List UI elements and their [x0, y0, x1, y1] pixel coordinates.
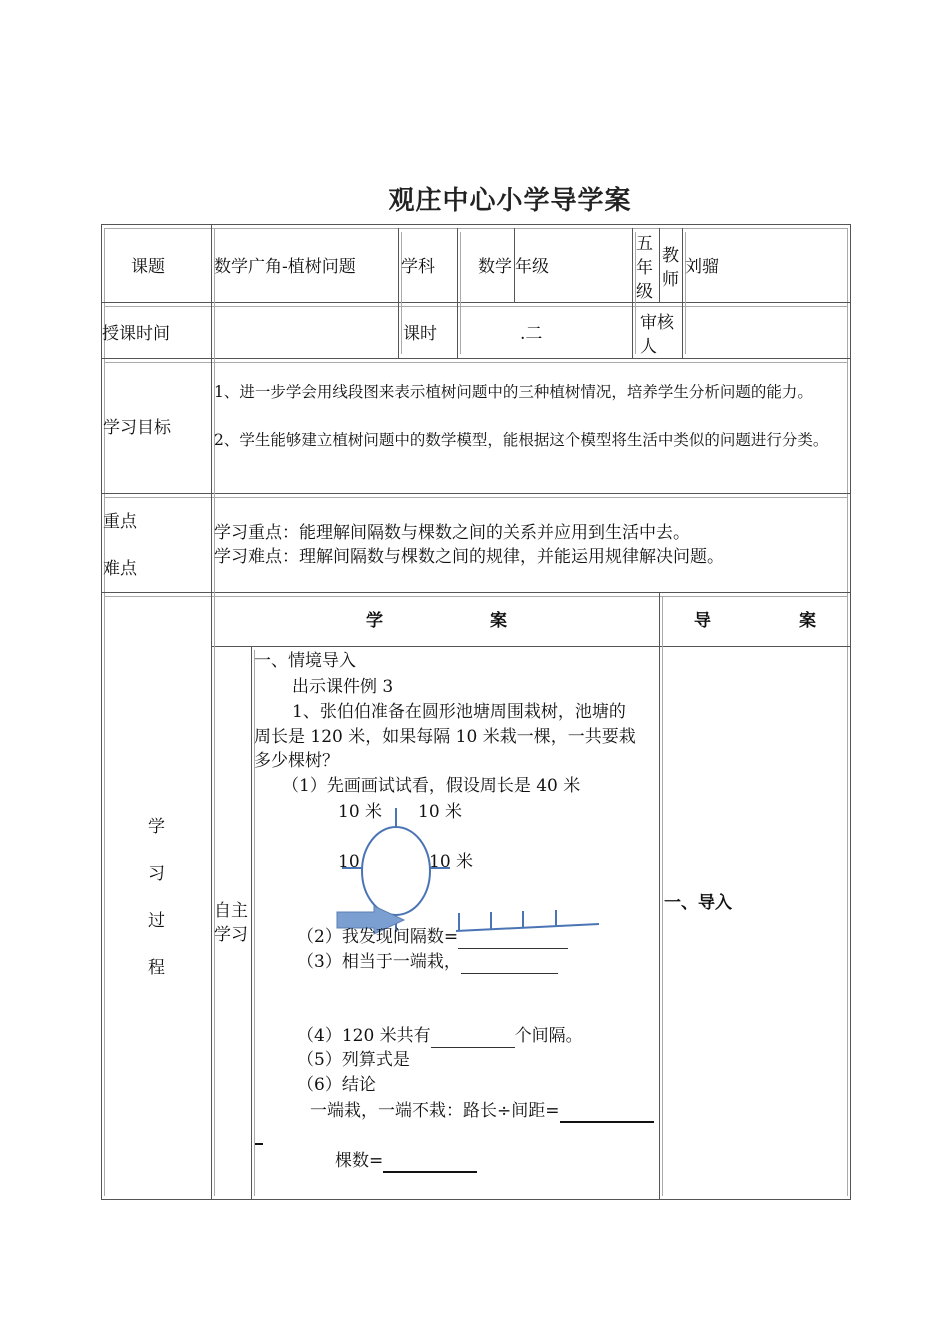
topic-label: 课题: [131, 257, 165, 277]
dao-an-char-1: 导: [694, 611, 711, 631]
diagram-label-3: 10: [338, 852, 360, 872]
key-points-label-2: 难点: [103, 559, 137, 579]
goal-item-2: 2、学生能够建立植树问题中的数学模型，能根据这个模型将生活中类似的问题进行分类。: [214, 431, 829, 449]
teacher-label-1: 教: [662, 246, 679, 266]
goals-label: 学习目标: [103, 418, 171, 438]
process-label-3: 过: [148, 911, 165, 931]
period-value: .二: [520, 324, 543, 344]
difficulty-text: 学习难点：理解间隔数与棵数之间的规律，并能运用规律解决问题。: [214, 547, 724, 567]
key-points-label-1: 重点: [103, 512, 137, 532]
process-label-1: 学: [148, 817, 165, 837]
time-label: 授课时间: [102, 324, 170, 344]
xue-an-char-2: 案: [490, 611, 507, 631]
process-label-2: 习: [148, 864, 165, 884]
problem-line-2: 周长是 120 米，如果每隔 10 米栽一棵，一共要栽: [254, 727, 636, 747]
self-study-label: 自主学习: [214, 901, 248, 945]
xue-an-char-1: 学: [366, 611, 383, 631]
problem-line-3: 多少棵树？: [254, 751, 339, 771]
grade-value-2: 年: [636, 258, 653, 278]
question-5: （5）列算式是: [297, 1050, 410, 1070]
grade-value-3: 级: [636, 282, 653, 302]
conclusion-line: 一端栽，一端不栽：路长÷间距=: [310, 1099, 654, 1123]
dao-an-char-2: 案: [799, 611, 816, 631]
diagram-label-4: 10 米: [429, 852, 474, 872]
subject-label: 学科: [401, 257, 435, 277]
grade-value-1: 五: [636, 234, 653, 254]
goal-item-1: 1、进一步学会用线段图来表示植树问题中的三种植树情况，培养学生分析问题的能力。: [214, 383, 813, 401]
question-6: （6）结论: [297, 1075, 376, 1095]
period-label: 课时: [403, 324, 437, 344]
page-title: 观庄中心小学导学案: [388, 186, 632, 216]
reviewer-label-1: 审核: [640, 313, 674, 333]
process-label-4: 程: [148, 958, 165, 978]
content-show: 出示课件例 3: [292, 677, 394, 697]
pond-circle: [362, 827, 430, 915]
grade-label: 年级: [515, 257, 549, 277]
subject-value: 数学: [478, 257, 512, 277]
question-3: （3）相当于一端栽，: [297, 950, 558, 974]
question-1: （1）先画画试试看，假设周长是 40 米: [282, 776, 581, 796]
question-4: （4）120 米共有 个间隔。: [297, 1026, 583, 1046]
problem-line-1: 1、张伯伯准备在圆形池塘周围栽树，池塘的: [292, 702, 626, 722]
tree-count-line: 棵数=: [335, 1149, 477, 1173]
diagram-label-2: 10 米: [418, 802, 463, 822]
teacher-label-2: 师: [662, 270, 679, 290]
teacher-value: 刘骝: [685, 257, 719, 277]
guide-intro: 一、导入: [664, 893, 732, 913]
question-2: （2）我发现间隔数=: [297, 925, 568, 949]
diagram-label-1: 10 米: [338, 802, 383, 822]
key-point-text: 学习重点：能理解间隔数与棵数之间的关系并应用到生活中去。: [214, 523, 690, 543]
reviewer-label-2: 人: [640, 337, 657, 357]
content-heading: 一、情境导入: [254, 651, 356, 671]
conclusion-continuation: [255, 1143, 263, 1145]
topic-value: 数学广角-植树问题: [214, 257, 356, 277]
